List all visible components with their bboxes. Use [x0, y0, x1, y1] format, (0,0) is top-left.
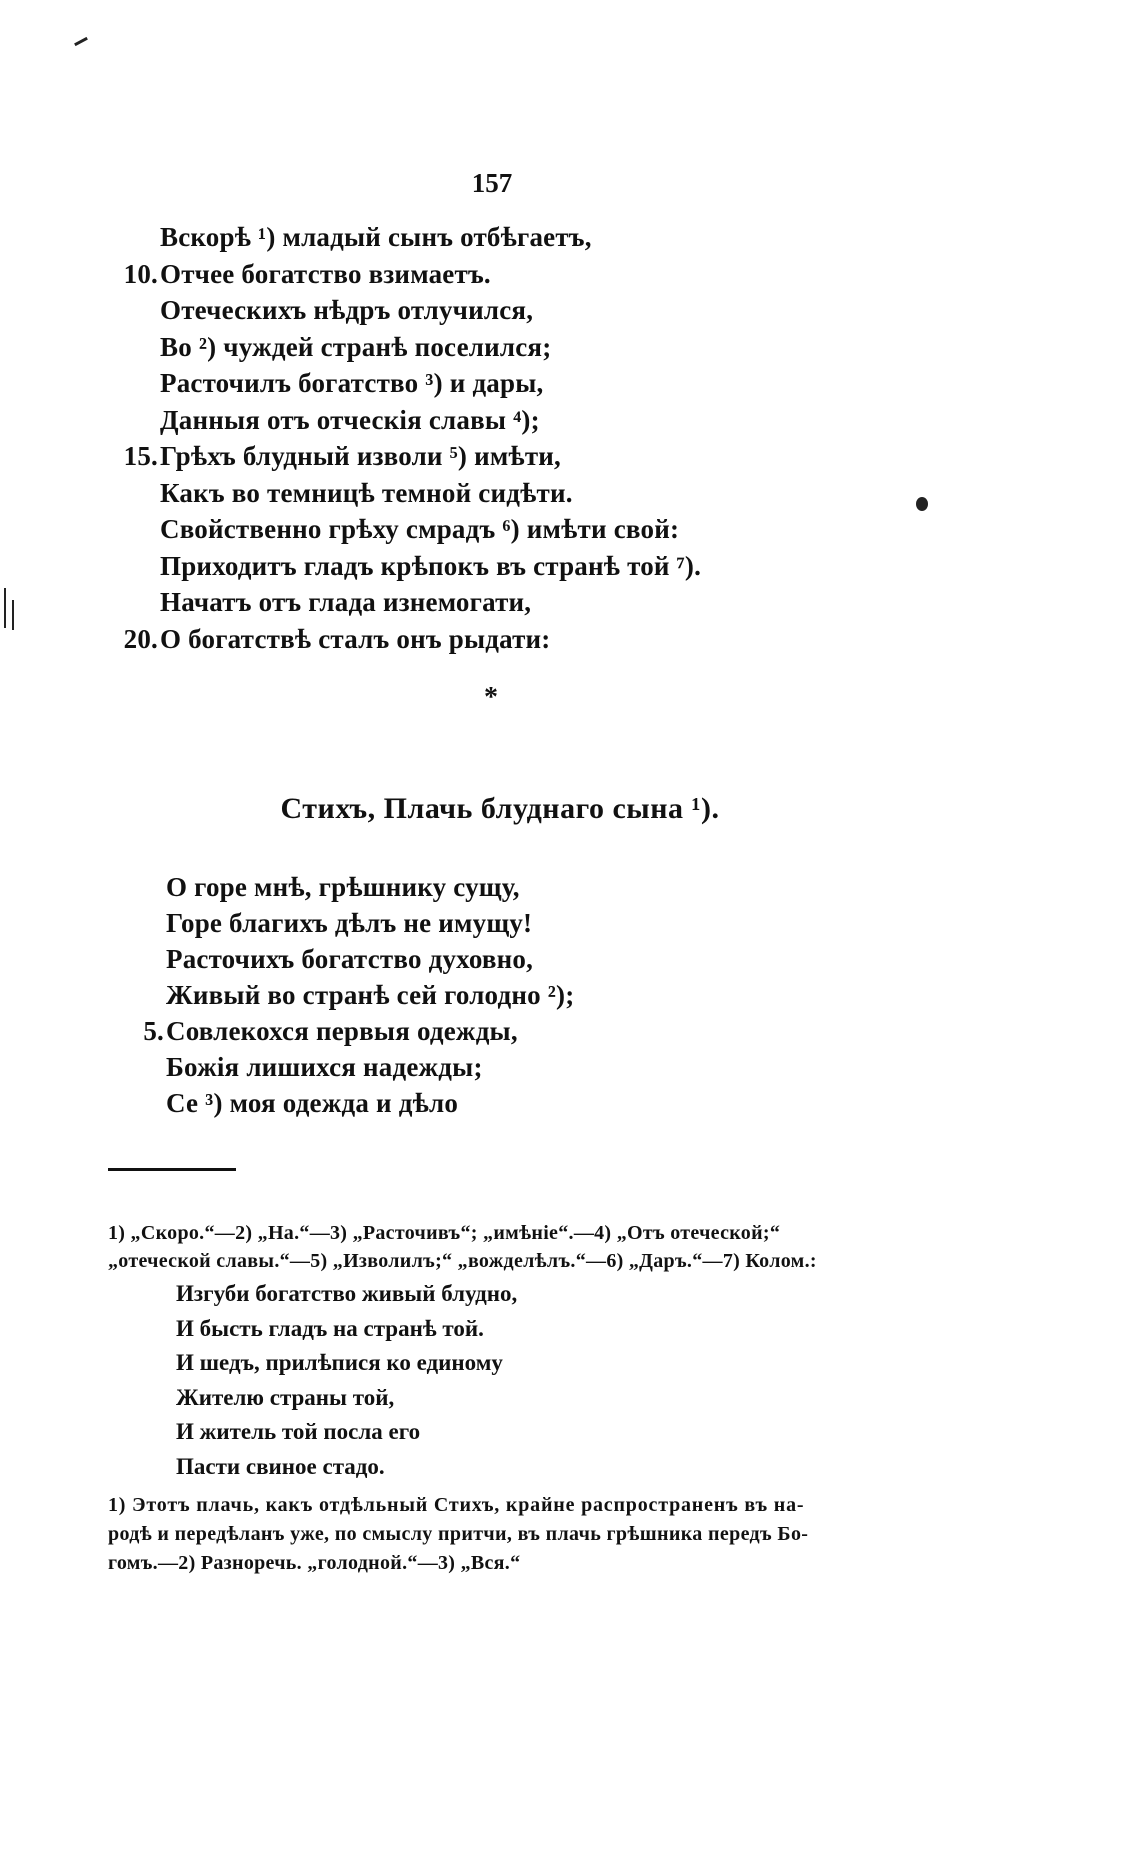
poem-line: Данныя отъ отческія славы ⁴); [160, 404, 540, 435]
footnote-line: родѣ и передѣланъ уже, по смыслу притчи, въ плачь грѣшника передъ Бо- [108, 1523, 809, 1545]
poem-line: Начатъ отъ глада изнемогати, [160, 587, 532, 617]
poem-title: Стихъ, Плачь блуднаго сына ¹). [280, 792, 720, 825]
line-number: 20. [123, 623, 158, 654]
footnote-rule [108, 1168, 236, 1171]
scan-dot [916, 497, 928, 511]
poem-line: Свойственно грѣху смрадъ ⁶) имѣти свой: [160, 514, 680, 544]
footnote-line: „отеческой славы.“—5) „Изволилъ;“ „вожделѣлъ.“—6) „Даръ.“—7) Колом.: [108, 1250, 817, 1272]
line-number: 15. [123, 441, 158, 471]
poem-line: О горе мнѣ, грѣшнику сущу, [166, 872, 520, 902]
poem-line: Отчее богатство взимаетъ. [160, 258, 491, 289]
footnote-verse-line: Жителю страны той, [176, 1384, 395, 1410]
footnote-verse-line: Пасти свиное стадо. [176, 1453, 385, 1479]
poem-line: Расточилъ богатство ³) и дары, [160, 368, 544, 398]
line-number: 10. [123, 258, 158, 289]
section-separator: * [484, 682, 498, 713]
scan-line [4, 588, 6, 628]
footnote-verse-line: И бысть гладъ на странѣ той. [176, 1315, 484, 1341]
poem-line: Приходитъ гладъ крѣпокъ въ странѣ той ⁷). [160, 550, 702, 581]
poem-line: Грѣхъ блудный изволи ⁵) имѣти, [160, 441, 561, 471]
poem-line: Во ²) чуждей странѣ поселился; [160, 331, 552, 362]
poem-line: Совлекохся первыя одежды, [166, 1016, 518, 1046]
poem-line: Божія лишихся надежды; [166, 1052, 483, 1082]
poem-line: Какъ во темницѣ темной сидѣти. [160, 477, 573, 508]
poem-line: Расточихъ богатство духовно, [166, 944, 534, 974]
poem-line: Вскорѣ ¹) младый сынъ отбѣгаетъ, [160, 222, 592, 252]
footnote-verse-line: Изгуби богатство живый блудно, [176, 1281, 518, 1306]
line-number: 5. [143, 1016, 164, 1046]
poem-line: Горе благихъ дѣлъ не имущу! [166, 908, 533, 938]
scan-mark [74, 37, 88, 46]
footnote-line: 1) Этотъ плачь, какъ отдѣльный Стихъ, крайне распространенъ въ на- [108, 1494, 805, 1516]
footnote-line: 1) „Скоро.“—2) „На.“—3) „Расточивъ“; „имѣніе“.—4) „Отъ отеческой;“ [108, 1222, 781, 1244]
footnote-verse-line: И шедъ, прилѣпися ко единому [176, 1350, 503, 1375]
poem-line: Отеческихъ нѣдръ отлучился, [160, 295, 534, 325]
poem-line: О богатствѣ сталъ онъ рыдати: [160, 623, 551, 654]
page-number: 157 [471, 168, 513, 198]
footnote-line: гомъ.—2) Разноречь. „голодной.“—3) „Вся.“ [108, 1552, 521, 1574]
scan-line [12, 600, 14, 630]
footnote-verse-line: И житель той посла его [176, 1419, 421, 1444]
poem-line: Се ³) моя одежда и дѣло [166, 1088, 459, 1118]
poem-line: Живый во странѣ сей голодно ²); [166, 980, 575, 1010]
